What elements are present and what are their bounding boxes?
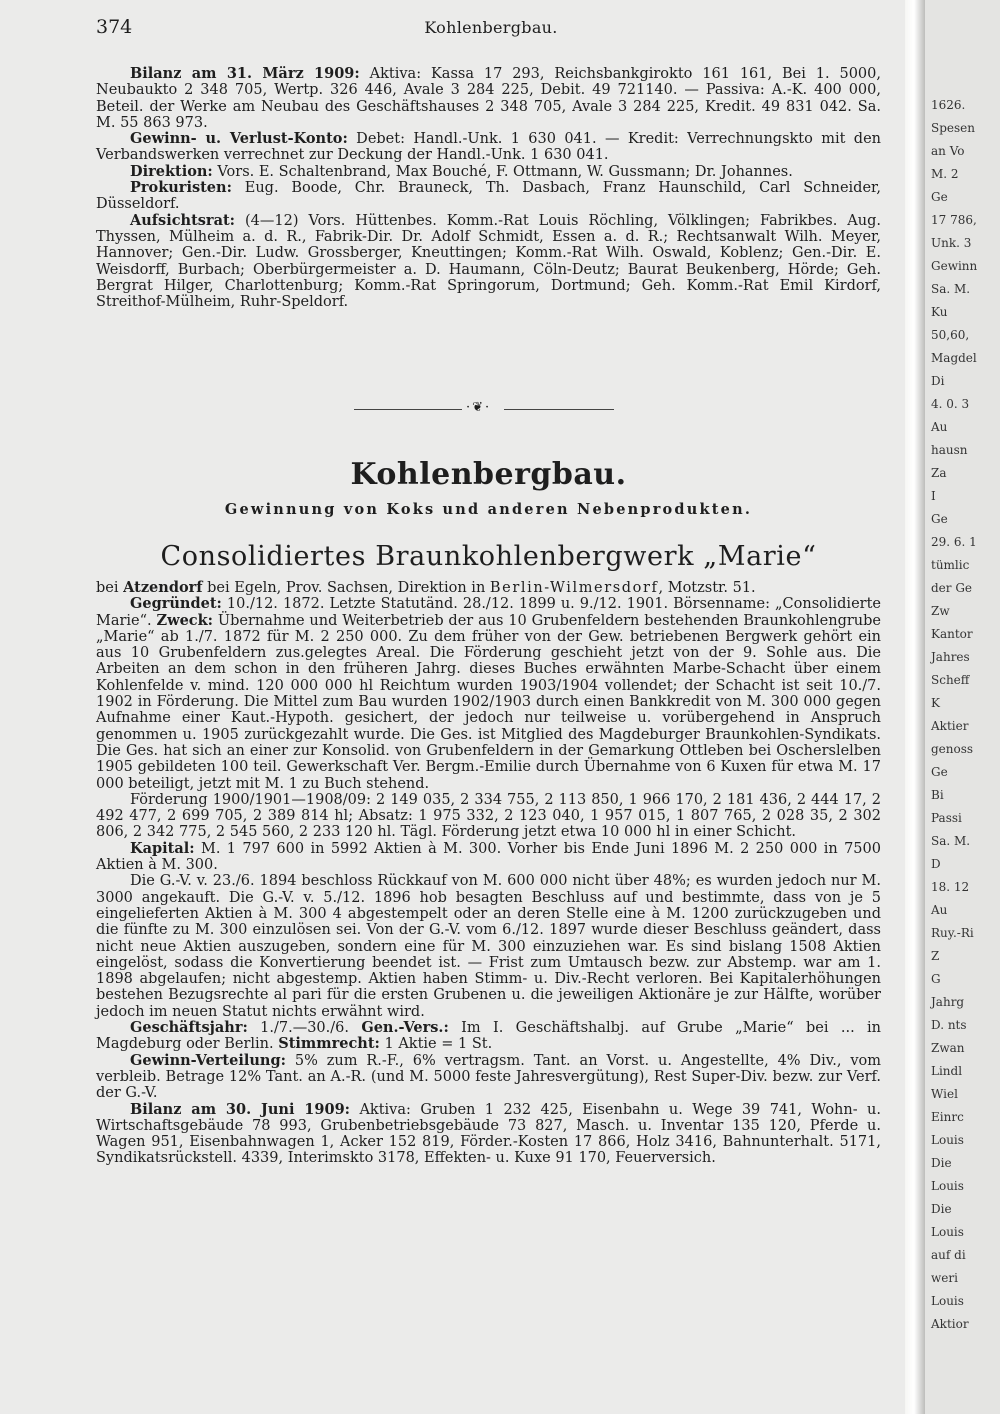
adjacent-page-fragment: Kantor <box>931 627 973 641</box>
adjacent-page-fragment: Die <box>931 1156 952 1170</box>
adjacent-page-fragment: Z <box>931 949 940 963</box>
prokuristen: Prokuristen: Eug. Boode, Chr. Brauneck, Th. Dasbach, Franz Haunschild, Carl Schneider, Düsseldorf. <box>96 179 881 213</box>
upper-entry <box>96 66 881 310</box>
adjacent-page-fragment: der Ge <box>931 581 973 595</box>
adjacent-page-fragment: Scheff <box>931 673 970 687</box>
section-title: Kohlenbergbau. <box>350 457 627 492</box>
adjacent-page-fragment: Einrc <box>931 1110 964 1124</box>
generalversammlung-history: Die G.-V. v. 23./6. 1894 beschloss Rückkauf von M. 600 000 nicht über 48%; es wurden jedoch nur M. 3000 angekauft. Die G.-V. v. 5./12. 1896 hob besagten Beschluss auf und bestimmte, dass von je 5 eingelieferten Aktien à M. 300 4 abgestempelt oder an deren Stelle eine à M. 1200 zurückzugeben und die fünfte zu M. 300 einzulösen sei. Von der G.-V. vom 6./12. 1897 wurde dieser Beschluss geändert, dass nicht neue Aktien auszugeben, sondern eine für M. 300 einzuziehen war. Es sind bislang 1508 Aktien eingelöst, sodass die Konvertierung beendet ist. — Frist zum Umtausch bezw. zur Abstemp. war am 1. 1898 abgelaufen; nicht abgestemp. Aktien haben Stimm- u. Div.-Recht verloren. Bei Kapitalerhöhungen bestehen Bezugsrechte al pari für die ersten Grubenen u. die jeweiligen Aktionäre je zur Hälfte, worüber jedoch im neuen Statut nichts erwähnt wird. <box>96 873 881 1020</box>
section-subtitle: Gewinnung von Koks und anderen Nebenprodukten. <box>224 501 753 518</box>
ornament-divider <box>354 402 614 418</box>
running-head <box>96 16 886 42</box>
adjacent-page-fragment: Louis <box>931 1294 964 1308</box>
gewinn-verlust: Gewinn- u. Verlust-Konto: Debet: Handl.-Unk. 1 630 041. — Kredit: Verrechnungskto mit den Verbandswerken verrechnet zur Deckung der Handl.-Unk. 1 630 041. <box>96 130 881 164</box>
adjacent-page-fragment: Ge <box>931 765 948 779</box>
adjacent-page-fragment: Louis <box>931 1225 964 1239</box>
adjacent-page-fragment: Za <box>931 466 947 480</box>
adjacent-page-fragment: Bi <box>931 788 944 802</box>
adjacent-page-fragment: Passi <box>931 811 962 825</box>
adjacent-page-fragment: auf di <box>931 1248 966 1262</box>
geschaeftsjahr: Geschäftsjahr: 1./7.—30./6. Gen.-Vers.: Im I. Geschäftshalbj. auf Grube „Marie“ bei ... in Magdeburg oder Berlin. Stimmrecht: 1 Aktie = 1 St. <box>96 1019 881 1053</box>
adjacent-page-fragment: Magdel <box>931 351 977 365</box>
adjacent-page-fragment: Zwan <box>931 1041 965 1055</box>
adjacent-page-fragment: D. nts <box>931 1018 967 1032</box>
adjacent-page-fragment: Au <box>931 903 948 917</box>
bilanz-1909-march: Bilanz am 31. März 1909: Aktiva: Kassa 17 293, Reichsbankgirokto 161 161, Bei 1. 5000, Neubaukto 2 348 705, Wertp. 326 446, Avale 3 284 225, Debit. 49 721140. — Passiva: A.-K. 400 000, Beteil. der Werke am Neubau des Geschäftshauses 2 348 705, Avale 3 284 225, Kredit. 49 831 042. Sa. M. 55 863 973. <box>96 65 881 131</box>
adjacent-page-fragment: Ku <box>931 305 948 319</box>
adjacent-page-fragment: Sa. M. <box>931 834 971 848</box>
adjacent-page-fragment: Di <box>931 374 945 388</box>
adjacent-page-fragment: an Vo <box>931 144 965 158</box>
adjacent-page-fragment: G <box>931 972 941 986</box>
adjacent-page-fragment: Jahres <box>931 650 970 664</box>
adjacent-page-fragment: Ruy.-Ri <box>931 926 974 940</box>
adjacent-page-fragment: D <box>931 857 941 871</box>
adjacent-page-fragment: 50,60, <box>931 328 970 342</box>
direktion: Direktion: Vors. E. Schaltenbrand, Max Bouché, F. Ottmann, W. Gussmann; Dr. Johannes. <box>130 162 793 180</box>
adjacent-page-fragment: 18. 12 <box>931 880 970 894</box>
adjacent-page-fragment: Die <box>931 1202 952 1216</box>
adjacent-page-fragment: Aktier <box>931 719 969 733</box>
adjacent-page-fragment: Sa. M. <box>931 282 971 296</box>
adjacent-page-fragment: Louis <box>931 1133 964 1147</box>
adjacent-page-fragment: weri <box>931 1271 958 1285</box>
adjacent-page-fragment: 1626. <box>931 98 966 112</box>
adjacent-page-edge <box>925 0 1000 1414</box>
adjacent-page-fragment: M. 2 <box>931 167 959 181</box>
gewinn-verteilung: Gewinn-Verteilung: 5% zum R.-F., 6% vertragsm. Tant. an Vorst. u. Angestellte, 4% Div., vom verbleib. Betrage 12% Tant. an A.-R. (und M. 5000 feste Jahresvergütung), Rest Super-Div. bezw. zur Verf. der G.-V. <box>96 1051 881 1102</box>
adjacent-page-fragment: Louis <box>931 1179 964 1193</box>
adjacent-page-fragment: genoss <box>931 742 974 756</box>
adjacent-page-fragment: Ge <box>931 190 948 204</box>
adjacent-page-fragment: Unk. 3 <box>931 236 972 250</box>
company-entry <box>96 580 881 1167</box>
adjacent-page-fragment: Gewinn <box>931 259 978 273</box>
ornament-glyph: ·❦· <box>466 400 492 415</box>
adjacent-page-fragment: Au <box>931 420 948 434</box>
adjacent-page-fragment: Zw <box>931 604 950 618</box>
running-title: Kohlenbergbau. <box>424 18 558 37</box>
adjacent-page-fragment: Jahrg <box>931 995 965 1009</box>
adjacent-page-fragment: hausn <box>931 443 968 457</box>
adjacent-page-fragment: 4. 0. 3 <box>931 397 970 411</box>
adjacent-page-fragment: Aktior <box>931 1317 969 1331</box>
company-title: Consolidiertes Braunkohlenbergwerk „Marie“ <box>160 541 817 572</box>
adjacent-page-fragment: 29. 6. 1 <box>931 535 977 549</box>
adjacent-page-fragment: Lindl <box>931 1064 963 1078</box>
book-gutter <box>905 0 925 1414</box>
aufsichtsrat: Aufsichtsrat: (4—12) Vors. Hüttenbes. Komm.-Rat Louis Röchling, Völklingen; Fabrikbes. Aug. Thyssen, Mülheim a. d. R., Fabrik-Dir. Dr. Adolf Schmidt, Essen a. d. R.; Rechtsanwalt Wilh. Meyer, Hannover; Gen.-Dir. Ludw. Grossberger, Kneuttingen; Komm.-Rat Wilh. Oswald, Koblenz; Gen.-Dir. E. Weisdorff, Burbach; Oberbürgermeister a. D. Haumann, Cöln-Deutz; Baurat Beukenberg, Hörde; Geh. Bergrat Hilger, Charlottenburg; Komm.-Rat Springorum, Dortmund; Geh. Komm.-Rat Emil Kirdorf, Streithof-Mülheim, Ruhr-Speldorf. <box>96 211 881 311</box>
adjacent-page-fragment: K <box>931 696 940 710</box>
adjacent-page-fragment: I <box>931 489 936 503</box>
adjacent-page-fragment: 17 786, <box>931 213 977 227</box>
adjacent-page-fragment: Spesen <box>931 121 975 135</box>
adjacent-page-fragment: tümlic <box>931 558 970 572</box>
kapital: Kapital: M. 1 797 600 in 5992 Aktien à M. 300. Vorher bis Ende Juni 1896 M. 2 250 000 in 7500 Aktien à M. 300. <box>96 839 881 874</box>
adjacent-page-fragment: Wiel <box>931 1087 958 1101</box>
company-location: bei Atzendorf bei Egeln, Prov. Sachsen, Direktion in Berlin-Wilmersdorf, Motzstr. 51. <box>96 579 756 596</box>
bilanz-1909-june: Bilanz am 30. Juni 1909: Aktiva: Gruben 1 232 425, Eisenbahn u. Wege 39 741, Wohn- u. Wirtschaftsgebäude 78 993, Grubenbetriebsgebäude 73 827, Masch. u. Inventar 135 120, Pferde u. Wagen 951, Eisenbahnwagen 1, Acker 152 819, Förder.-Kosten 17 866, Holz 3416, Bahnunterhalt. 5171, Syndikatsrückstell. 4339, Interimskto 3178, Effekten- u. Kuxe 91 170, Feuerversich. <box>96 1100 881 1167</box>
gegruendet-zweck: Gegründet: 10./12. 1872. Letzte Statutänd. 28./12. 1899 u. 9./12. 1901. Börsenname: „Consolidierte Marie“. Zweck: Übernahme und Weiterbetrieb der aus 10 Grubenfeldern bestehenden Braunkohlengrube „Marie“ ab 1./7. 1872 für M. 2 250 000. Zu dem früher von der Gew. betriebenen Bergwerk gehört ein aus 10 Grubenfeldern zus.gelegtes Areal. Die Förderung geschieht jetzt von der 9. Sohle aus. Die Arbeiten an dem schon in den früheren Jahrg. dieses Buches erwähnten Marbe-Schacht über einem Kohlenfelde v. mind. 120 000 000 hl Reichtum wurden 1903/1904 vollendet; der Schacht ist seit 10./7. 1902 in Förderung. Die Mittel zum Bau wurden 1902/1903 durch einen Bankkredit von M. 300 000 gegen Aufnahme einer Kaut.-Hypoth. gesichert, der jedoch nur teilweise u. vorübergehend in Anspruch genommen u. 1905 zurückgezahlt wurde. Die Ges. ist Mitglied des Magdeburger Braunkohlen-Syndikats. Die Ges. hat sich an einer zur Konsolid. von Grubenfeldern in der Gemarkung Ottleben bei Oscherslelben 1905 gebildeten 100 teil. Gewerkschaft Ver. Bergm.-Emilie durch Übernahme von 6 Kuxen für etwa M. 17 000 beteiligt, jetzt mit M. 1 zu Buch stehend. <box>96 595 881 792</box>
page-number: 374 <box>96 16 133 38</box>
adjacent-page-fragment: Ge <box>931 512 948 526</box>
foerderung: Förderung 1900/1901—1908/09: 2 149 035, 2 334 755, 2 113 850, 1 966 170, 2 181 436, 2 444 17, 2 492 477, 2 699 705, 2 389 814 hl; Absatz: 1 975 332, 2 123 040, 1 957 015, 1 807 765, 2 028 35, 2 302 806, 2 342 775, 2 545 560, 2 233 120 hl. Tägl. Förderung jetzt etwa 10 000 hl in einer Schicht. <box>96 791 881 841</box>
